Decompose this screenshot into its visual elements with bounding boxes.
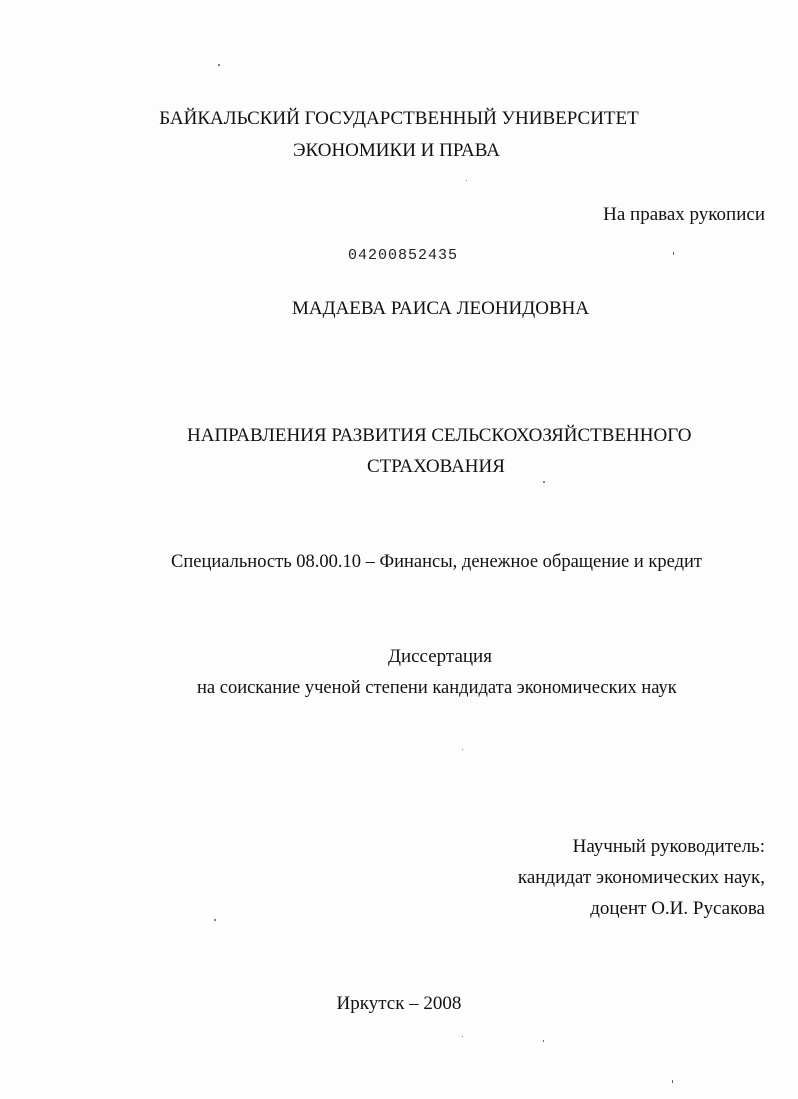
degree-purpose: на соискание ученой степени кандидата экономических наук xyxy=(197,678,677,698)
scan-speck xyxy=(673,252,674,255)
scan-speck xyxy=(543,481,545,483)
scan-speck xyxy=(462,1036,463,1037)
author-name: МАДАЕВА РАИСА ЛЕОНИДОВНА xyxy=(292,298,590,319)
manuscript-rights-note: На правах рукописи xyxy=(603,204,765,225)
university-name-line1: БАЙКАЛЬСКИЙ ГОСУДАРСТВЕННЫЙ УНИВЕРСИТЕТ xyxy=(159,108,639,129)
university-name-line2: ЭКОНОМИКИ И ПРАВА xyxy=(293,140,500,161)
scan-speck xyxy=(672,1080,673,1083)
scan-speck xyxy=(466,180,467,181)
work-type: Диссертация xyxy=(388,646,492,667)
supervisor-name: доцент О.И. Русакова xyxy=(590,898,765,919)
supervisor-degree: кандидат экономических наук, xyxy=(517,867,765,888)
scan-speck xyxy=(543,1040,544,1042)
dissertation-title-line1: НАПРАВЛЕНИЯ РАЗВИТИЯ СЕЛЬСКОХОЗЯЙСТВЕННОГО xyxy=(187,425,692,446)
city-year: Иркутск – 2008 xyxy=(336,993,462,1014)
scan-speck xyxy=(214,919,216,921)
scan-speck xyxy=(218,64,220,66)
registration-number: 04200852435 xyxy=(348,247,459,264)
supervisor-label: Научный руководитель: xyxy=(572,836,765,857)
dissertation-title-line2: СТРАХОВАНИЯ xyxy=(367,456,505,477)
scan-speck xyxy=(462,749,463,750)
specialty: Специальность 08.00.10 – Финансы, денежное обращение и кредит xyxy=(171,552,703,572)
